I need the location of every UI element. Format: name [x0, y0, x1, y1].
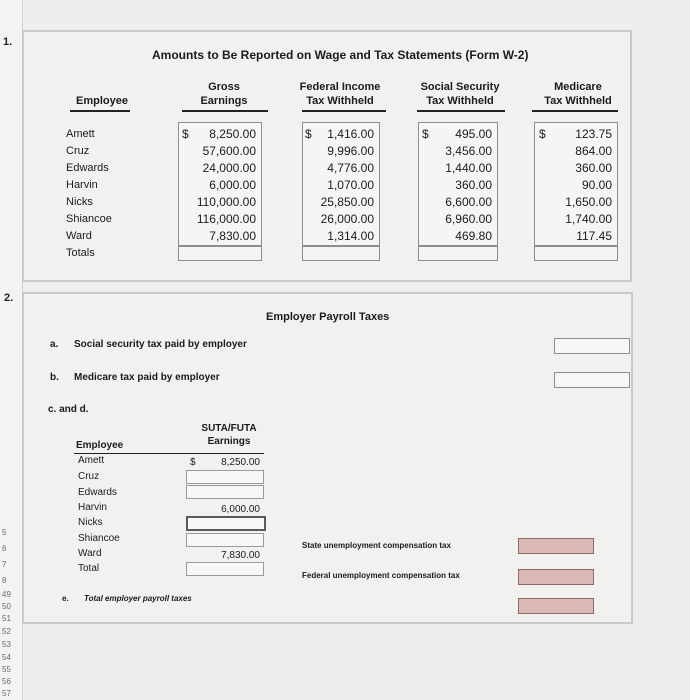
suta-earnings-total-input[interactable] — [186, 562, 264, 576]
header-ss — [410, 80, 510, 108]
suta-futa-header-line1: SUTA/FUTA — [201, 423, 257, 434]
margin-number: 52 — [2, 627, 11, 636]
ss-value: 495.00 — [455, 127, 492, 141]
header-ss-line1: Social Security — [420, 81, 500, 93]
fit-value: 25,850.00 — [320, 195, 374, 209]
gross-value: 110,000.00 — [196, 195, 256, 209]
medicare-value: 90.00 — [581, 178, 612, 192]
suta-employee-name: Edwards — [78, 487, 117, 498]
currency-symbol: $ — [182, 127, 189, 141]
part-a-label: Social security tax paid by employer — [74, 339, 247, 350]
part-e-letter: e. — [62, 594, 69, 603]
employer-taxes-panel — [22, 292, 633, 624]
ss-value: 6,600.00 — [445, 195, 492, 209]
header-fit-line1: Federal Income — [299, 81, 381, 93]
suta-earnings-edwards-input[interactable] — [186, 485, 264, 499]
suta-earnings-amett: 8,250.00 — [221, 457, 260, 468]
part-b-label: Medicare tax paid by employer — [74, 372, 220, 383]
gross-total-input[interactable] — [178, 246, 262, 261]
header-employee: Employee — [76, 95, 128, 107]
medicare-value: 123.75 — [575, 127, 612, 141]
margin-number: 54 — [2, 653, 11, 662]
medicare-value: 117.45 — [576, 229, 612, 243]
margin-number: 5 — [2, 528, 7, 537]
header-medicare — [536, 80, 620, 108]
ss-value: 6,960.00 — [445, 212, 492, 226]
gross-value: 6,000.00 — [209, 178, 256, 192]
question-number-1: 1. — [3, 36, 13, 48]
part-e-label: Total employer payroll taxes — [84, 594, 192, 603]
part-a-letter: a. — [50, 339, 59, 350]
employee-name: Harvin — [66, 179, 98, 191]
header-gross-line1: Gross — [208, 81, 240, 93]
suta-earnings-ward: 7,830.00 — [221, 550, 260, 561]
ss-tax-employer-input[interactable] — [554, 338, 630, 354]
federal-unemployment-label: Federal unemployment compensation tax — [302, 571, 460, 580]
suta-earnings-nicks-input[interactable] — [186, 516, 266, 531]
w2-title: Amounts to Be Reported on Wage and Tax Statements (Form W-2) — [152, 48, 529, 62]
header-underline — [417, 110, 505, 112]
medicare-tax-employer-input[interactable] — [554, 372, 630, 388]
header-gross-line2: Earnings — [200, 95, 248, 107]
header-gross — [184, 80, 264, 108]
fit-value: 4,776.00 — [327, 161, 374, 175]
suta-earnings-shiancoe-input[interactable] — [186, 533, 264, 547]
medicare-total-input[interactable] — [534, 246, 618, 261]
gross-value: 8,250.00 — [209, 127, 256, 141]
medicare-value: 360.00 — [575, 161, 612, 175]
employee-name: Edwards — [66, 162, 109, 174]
currency-symbol: $ — [539, 127, 546, 141]
ss-value: 3,456.00 — [445, 144, 492, 158]
medicare-value: 1,650.00 — [565, 195, 612, 209]
currency-symbol: $ — [305, 127, 312, 141]
fit-value: 9,996.00 — [327, 144, 374, 158]
suta-futa-header — [194, 422, 264, 448]
question-number-2: 2. — [4, 292, 14, 304]
margin-number: 50 — [2, 602, 11, 611]
margin-number: 6 — [2, 544, 7, 553]
fit-total-input[interactable] — [302, 246, 380, 261]
margin-number: 57 — [2, 689, 11, 698]
suta-employee-header: Employee — [76, 440, 124, 451]
margin-number: 55 — [2, 665, 11, 674]
header-underline — [182, 110, 268, 112]
margin-number: 53 — [2, 640, 11, 649]
header-underline — [532, 110, 618, 112]
suta-employee-name: Amett — [78, 455, 105, 466]
suta-employee-name: Nicks — [78, 517, 103, 528]
suta-employee-name: Shiancoe — [78, 533, 120, 544]
w2-panel — [22, 30, 632, 282]
fit-value: 1,070.00 — [327, 178, 374, 192]
gross-value: 57,600.00 — [202, 144, 256, 158]
margin-number: 7 — [2, 560, 7, 569]
suta-employee-name: Cruz — [78, 471, 100, 482]
employee-name: Shiancoe — [66, 213, 112, 225]
ss-value: 360.00 — [455, 178, 492, 192]
ss-value: 1,440.00 — [445, 161, 492, 175]
suta-earnings-cruz-input[interactable] — [186, 470, 264, 484]
header-underline — [70, 110, 130, 112]
total-employer-taxes-input[interactable] — [518, 598, 594, 614]
margin-number: 51 — [2, 614, 11, 623]
header-medicare-line1: Medicare — [554, 81, 602, 93]
employee-name: Amett — [66, 128, 95, 140]
page-margin — [0, 0, 23, 700]
margin-number: 56 — [2, 677, 11, 686]
header-underline — [74, 453, 264, 454]
suta-employee-name: Ward — [78, 548, 102, 559]
header-fit-line2: Tax Withheld — [306, 95, 374, 107]
suta-earnings-harvin: 6,000.00 — [221, 504, 260, 515]
ss-value: 469.80 — [455, 229, 492, 243]
currency-symbol: $ — [422, 127, 429, 141]
fit-value: 1,416.00 — [327, 127, 374, 141]
ss-total-input[interactable] — [418, 246, 498, 261]
fit-value: 1,314.00 — [327, 229, 374, 243]
medicare-value: 864.00 — [575, 144, 612, 158]
margin-number: 49 — [2, 590, 11, 599]
futa-tax-input[interactable] — [518, 569, 594, 585]
gross-value: 116,000.00 — [196, 212, 256, 226]
currency-symbol: $ — [190, 457, 196, 468]
medicare-value: 1,740.00 — [565, 212, 612, 226]
employee-name: Totals — [66, 247, 95, 259]
suta-futa-header-line2: Earnings — [207, 436, 251, 447]
employee-name: Nicks — [66, 196, 93, 208]
suta-employee-name: Total — [78, 563, 100, 574]
employee-name: Ward — [66, 230, 92, 242]
header-fit — [292, 80, 388, 108]
suta-tax-input[interactable] — [518, 538, 594, 554]
fit-value: 26,000.00 — [320, 212, 374, 226]
header-ss-line2: Tax Withheld — [426, 95, 494, 107]
gross-value: 24,000.00 — [202, 161, 256, 175]
employer-taxes-title: Employer Payroll Taxes — [266, 311, 390, 323]
part-b-letter: b. — [50, 372, 59, 383]
header-medicare-line2: Tax Withheld — [544, 95, 612, 107]
margin-number: 8 — [2, 576, 7, 585]
header-underline — [302, 110, 386, 112]
gross-value: 7,830.00 — [209, 229, 256, 243]
suta-employee-name: Harvin — [78, 502, 107, 513]
employee-name: Cruz — [66, 145, 90, 157]
part-cd-label: c. and d. — [48, 404, 89, 415]
state-unemployment-label: State unemployment compensation tax — [302, 541, 451, 550]
